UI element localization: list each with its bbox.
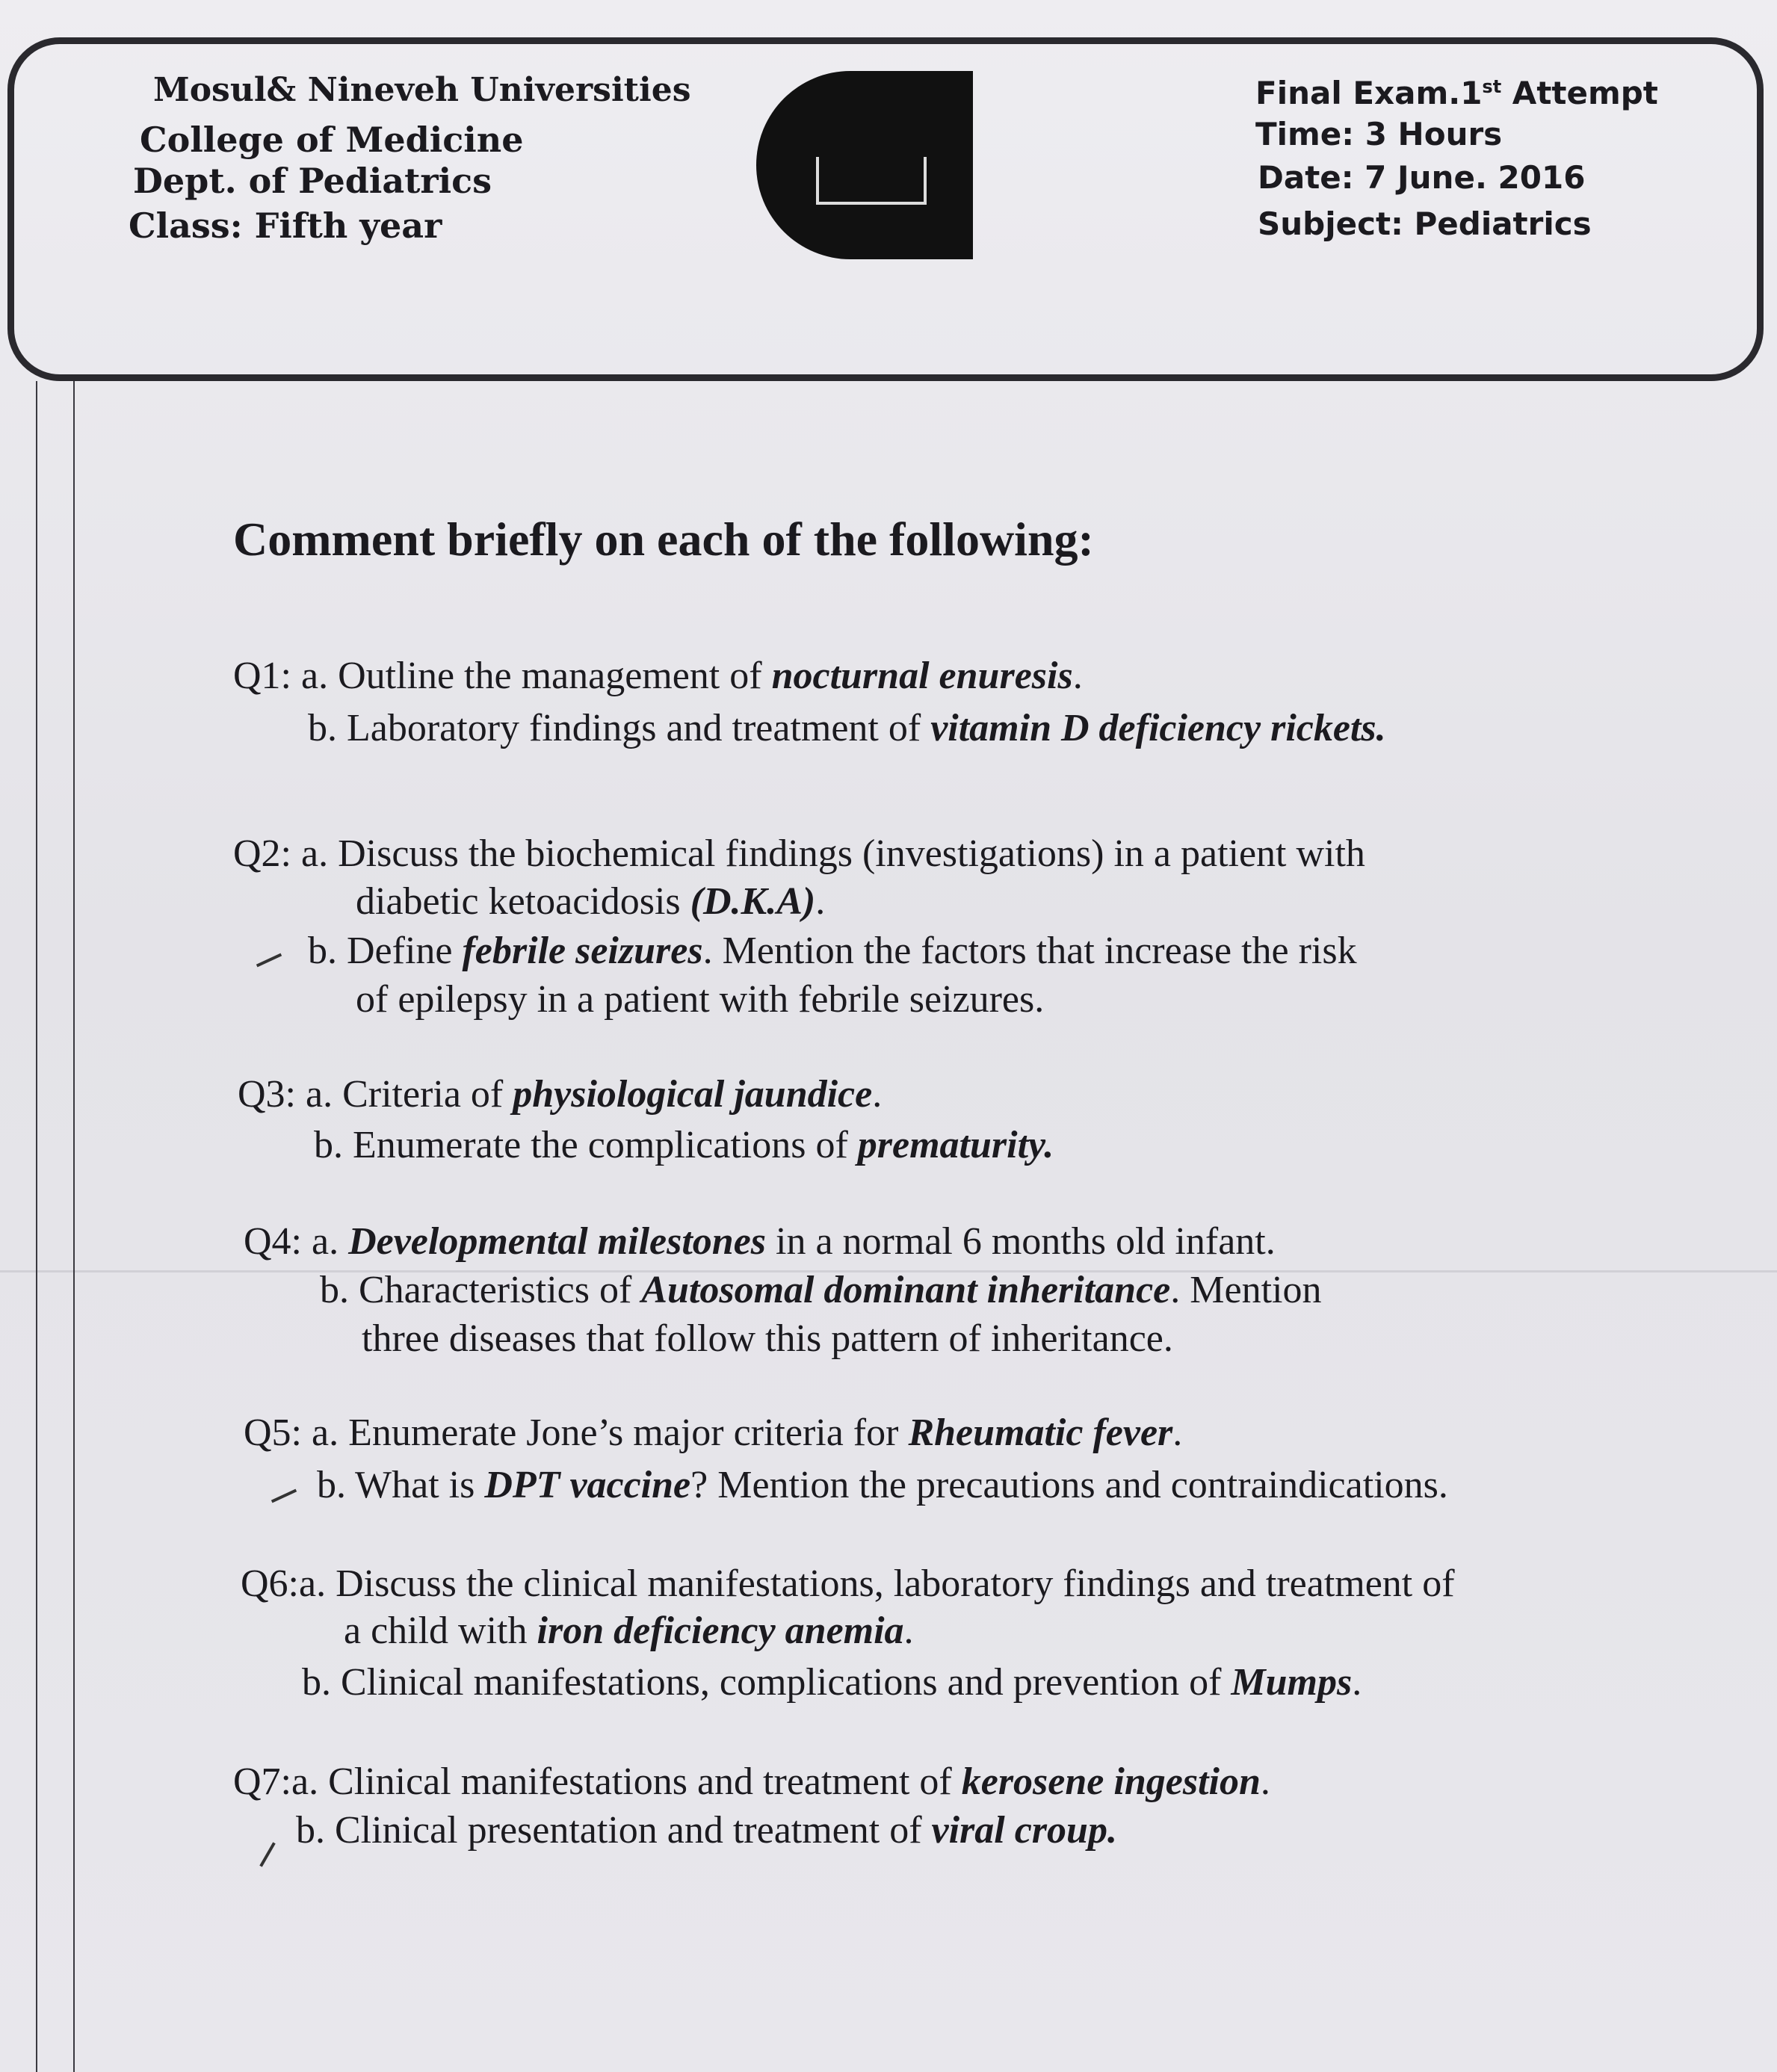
question-7a: Q7:a. Clinical manifestations and treatment of kerosene ingestion.	[233, 1760, 1270, 1803]
question-4b-cont: three diseases that follow this pattern of inheritance.	[362, 1317, 1173, 1360]
question-6a-cont: a child with iron deficiency anemia.	[344, 1609, 914, 1652]
question-1b: b. Laboratory findings and treatment of vitamin D deficiency rickets.	[308, 707, 1386, 749]
book-icon	[816, 157, 927, 205]
department-name: Dept. of Pediatrics	[133, 161, 492, 201]
instruction-heading: Comment briefly on each of the following:	[233, 513, 1094, 566]
question-5a: Q5: a. Enumerate Jone’s major criteria for Rheumatic fever.	[244, 1411, 1183, 1454]
exam-attempt: Final Exam.1st Attempt	[1255, 75, 1658, 111]
college-name: College of Medicine	[140, 120, 524, 160]
question-2b: b. Define febrile seizures. Mention the factors that increase the risk	[308, 930, 1357, 972]
exam-time: Time: 3 Hours	[1255, 116, 1503, 152]
question-6b: b. Clinical manifestations, complications and prevention of Mumps.	[302, 1661, 1362, 1704]
question-2a-cont: diabetic ketoacidosis (D.K.A).	[356, 880, 826, 923]
question-4a: Q4: a. Developmental milestones in a normal 6 months old infant.	[244, 1220, 1276, 1263]
question-2b-cont: of epilepsy in a patient with febrile seizures.	[356, 978, 1045, 1021]
question-4b: b. Characteristics of Autosomal dominant inheritance. Mention	[320, 1269, 1322, 1311]
margin-line	[73, 381, 75, 2072]
question-3a: Q3: a. Criteria of physiological jaundice.	[238, 1073, 883, 1116]
question-3b: b. Enumerate the complications of prematurity.	[314, 1124, 1054, 1166]
exam-subject: Subject: Pediatrics	[1258, 205, 1592, 242]
question-2a: Q2: a. Discuss the biochemical findings (investigations) in a patient with	[233, 832, 1365, 875]
question-1a: Q1: a. Outline the management of nocturnal enuresis.	[233, 655, 1083, 697]
question-6a: Q6:a. Discuss the clinical manifestations, laboratory findings and treatment of	[241, 1562, 1455, 1605]
university-logo	[756, 71, 973, 259]
exam-date: Date: 7 June. 2016	[1258, 159, 1586, 196]
margin-line	[36, 381, 37, 2072]
universities-name: Mosul& Nineveh Universities	[153, 71, 691, 109]
question-7b: b. Clinical presentation and treatment of viral croup.	[296, 1809, 1117, 1852]
question-5b: b. What is DPT vaccine? Mention the precautions and contraindications.	[317, 1464, 1448, 1506]
class-label: Class: Fifth year	[129, 205, 442, 246]
